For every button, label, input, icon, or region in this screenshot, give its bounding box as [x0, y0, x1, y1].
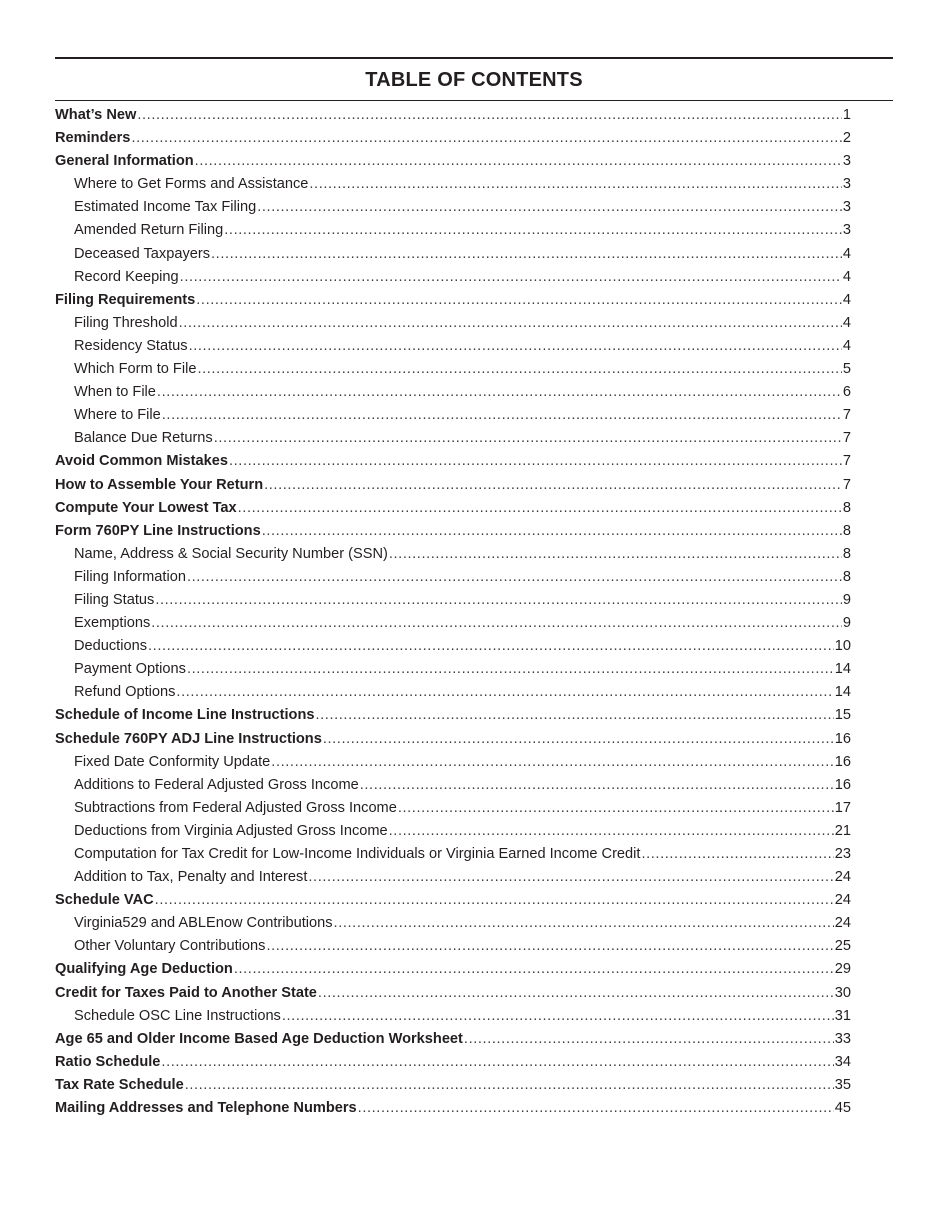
toc-subentry[interactable]	[55, 866, 851, 889]
dot-leader	[151, 612, 842, 635]
toc-subentry[interactable]	[55, 219, 851, 242]
dot-leader	[358, 1097, 834, 1120]
toc-entry-label: Filing Requirements	[55, 291, 196, 308]
dot-leader	[180, 266, 842, 289]
toc-subentry[interactable]	[55, 912, 851, 935]
dot-leader	[195, 150, 842, 173]
toc-entry-label: Estimated Income Tax Filing	[74, 199, 257, 216]
toc-entry-label: Where to Get Forms and Assistance	[74, 176, 309, 193]
toc-entry-label: Filing Information	[74, 568, 186, 585]
toc-entry-page-number: 24	[834, 869, 851, 886]
toc-subentry[interactable]	[55, 243, 851, 266]
toc-entry-label: General Information	[55, 153, 194, 170]
toc-entry-page-number: 4	[842, 268, 851, 285]
dot-leader	[229, 450, 842, 473]
toc-subentry[interactable]	[55, 751, 851, 774]
dot-leader	[187, 566, 842, 589]
toc-entry-label: What’s New	[55, 107, 137, 123]
toc-entry-label: Credit for Taxes Paid to Another State	[55, 984, 317, 1001]
dot-leader	[211, 243, 842, 266]
toc-entry-label: Filing Status	[74, 591, 155, 608]
dot-leader	[187, 658, 834, 681]
toc-entry-label: Qualifying Age Deduction	[55, 961, 233, 978]
toc-entry[interactable]	[55, 728, 851, 751]
toc-entry-label: Mailing Addresses and Telephone Numbers	[55, 1100, 357, 1117]
toc-entry-page-number: 14	[834, 661, 851, 678]
toc-entry-label: Deductions	[74, 638, 148, 655]
dot-leader	[131, 127, 841, 150]
toc-entry[interactable]	[55, 982, 851, 1005]
dot-leader	[271, 751, 833, 774]
toc-entry-label: Which Form to File	[74, 361, 197, 378]
dot-leader	[315, 704, 833, 727]
dot-leader	[308, 866, 833, 889]
toc-entry[interactable]	[55, 1097, 851, 1120]
toc-entry-label: Balance Due Returns	[74, 430, 213, 447]
toc-entry-page-number: 24	[834, 915, 851, 932]
toc-entry-page-number: 4	[842, 291, 851, 308]
toc-subentry[interactable]	[55, 635, 851, 658]
toc-entry[interactable]	[55, 889, 851, 912]
toc-entry-label: Deductions from Virginia Adjusted Gross Income	[74, 822, 388, 839]
toc-entry[interactable]	[55, 1051, 851, 1074]
toc-entry-page-number: 8	[842, 499, 851, 516]
toc-subentry[interactable]	[55, 381, 851, 404]
toc-subentry[interactable]	[55, 843, 851, 866]
toc-entry[interactable]	[55, 497, 851, 520]
toc-entry[interactable]	[55, 520, 851, 543]
dot-leader	[262, 520, 842, 543]
dot-leader	[157, 381, 842, 404]
dot-leader	[641, 843, 833, 866]
dot-leader	[234, 958, 834, 981]
toc-entry[interactable]	[55, 450, 851, 473]
toc-entry-page-number: 16	[834, 753, 851, 770]
dot-leader	[189, 335, 842, 358]
toc-subentry[interactable]	[55, 612, 851, 635]
toc-entry[interactable]	[55, 150, 851, 173]
toc-entry-page-number: 3	[842, 222, 851, 239]
toc-entry-page-number: 8	[842, 545, 851, 562]
toc-entry-label: Exemptions	[74, 615, 151, 632]
toc-subentry[interactable]	[55, 774, 851, 797]
toc-entry-page-number: 6	[842, 384, 851, 401]
dot-leader	[197, 358, 841, 381]
toc-subentry[interactable]	[55, 566, 851, 589]
toc-entry-page-number: 5	[842, 361, 851, 378]
toc-entry[interactable]	[55, 704, 851, 727]
toc-entry-page-number: 3	[842, 176, 851, 193]
dot-leader	[196, 289, 842, 312]
toc-entry-page-number: 25	[834, 938, 851, 955]
toc-entry-label: Addition to Tax, Penalty and Interest	[74, 869, 308, 886]
toc-entry-page-number: 7	[842, 430, 851, 447]
dot-leader	[148, 635, 834, 658]
toc-entry-page-number: 2	[842, 130, 851, 147]
toc-entry-label: Record Keeping	[74, 268, 179, 285]
toc-entry-page-number: 3	[842, 199, 851, 216]
toc-entry-label: Form 760PY Line Instructions	[55, 522, 261, 539]
toc-entry-label: Filing Threshold	[74, 314, 178, 331]
toc-entry-page-number: 31	[834, 1007, 851, 1024]
toc-entry-label: How to Assemble Your Return	[55, 476, 264, 493]
toc-entry-page-number: 23	[834, 846, 851, 862]
toc-entry[interactable]	[55, 289, 851, 312]
toc-entry-label: Additions to Federal Adjusted Gross Income	[74, 776, 359, 793]
toc-entry-page-number: 33	[834, 1030, 851, 1047]
toc-entry-label: Refund Options	[74, 684, 176, 701]
toc-entry-page-number: 4	[842, 337, 851, 354]
toc-entry-label: Ratio Schedule	[55, 1053, 161, 1070]
toc-entry-label: Subtractions from Federal Adjusted Gross Income	[74, 799, 397, 816]
toc-entry-label: Schedule OSC Line Instructions	[74, 1007, 281, 1024]
dot-leader	[214, 427, 842, 450]
toc-entry-label: Other Voluntary Contributions	[74, 938, 266, 955]
toc-entry-label: When to File	[74, 384, 156, 401]
toc-entry-label: Schedule VAC	[55, 892, 154, 909]
dot-leader	[309, 173, 841, 196]
toc-entry-page-number: 17	[834, 799, 851, 816]
toc-entry-label: Amended Return Filing	[74, 222, 224, 239]
dot-leader	[389, 820, 834, 843]
toc-entry-page-number: 3	[842, 153, 851, 170]
dot-leader	[464, 1028, 834, 1051]
toc-entry-label: Computation for Tax Credit for Low-Income Individuals or Virginia Earned Income Credit	[74, 846, 641, 862]
toc-entry-label: Deceased Taxpayers	[74, 245, 211, 262]
dot-leader	[264, 474, 842, 497]
top-rule	[55, 57, 893, 59]
dot-leader	[334, 912, 834, 935]
table-of-contents	[55, 104, 851, 1120]
dot-leader	[398, 797, 834, 820]
toc-entry-page-number: 9	[842, 615, 851, 632]
toc-entry-label: Tax Rate Schedule	[55, 1076, 184, 1093]
toc-subentry[interactable]	[55, 820, 851, 843]
toc-entry-page-number: 7	[842, 453, 851, 470]
toc-entry-label: Avoid Common Mistakes	[55, 453, 228, 470]
toc-entry-page-number: 7	[842, 407, 851, 424]
toc-subentry[interactable]	[55, 797, 851, 820]
toc-entry-label: Where to File	[74, 407, 161, 424]
toc-entry-label: Schedule 760PY ADJ Line Instructions	[55, 730, 322, 747]
dot-leader	[360, 774, 834, 797]
toc-entry-page-number: 4	[842, 314, 851, 331]
dot-leader	[318, 982, 834, 1005]
toc-subentry[interactable]	[55, 1005, 851, 1028]
toc-entry-label: Payment Options	[74, 661, 186, 678]
toc-entry-page-number: 16	[834, 776, 851, 793]
dot-leader	[155, 589, 842, 612]
dot-leader	[161, 1051, 833, 1074]
toc-entry-label: Residency Status	[74, 337, 188, 354]
toc-subentry[interactable]	[55, 404, 851, 427]
dot-leader	[155, 889, 834, 912]
toc-subentry[interactable]	[55, 681, 851, 704]
toc-entry-label: Name, Address & Social Security Number (SSN)	[74, 545, 388, 562]
toc-entry-page-number: 7	[842, 476, 851, 493]
dot-leader	[179, 312, 842, 335]
dot-leader	[137, 104, 842, 127]
dot-leader	[323, 728, 834, 751]
toc-entry-page-number: 8	[842, 522, 851, 539]
dot-leader	[282, 1005, 834, 1028]
toc-entry[interactable]	[55, 958, 851, 981]
toc-subentry[interactable]	[55, 589, 851, 612]
toc-subentry[interactable]	[55, 543, 851, 566]
toc-entry[interactable]	[55, 1074, 851, 1097]
toc-entry-page-number: 21	[834, 822, 851, 839]
toc-entry-label: Schedule of Income Line Instructions	[55, 707, 315, 724]
page-title: TABLE OF CONTENTS	[365, 69, 583, 91]
toc-entry-page-number: 30	[834, 984, 851, 1001]
toc-subentry[interactable]	[55, 335, 851, 358]
dot-leader	[162, 404, 842, 427]
toc-subentry[interactable]	[55, 358, 851, 381]
toc-entry[interactable]	[55, 1028, 851, 1051]
toc-entry-page-number: 8	[842, 568, 851, 585]
toc-subentry[interactable]	[55, 266, 851, 289]
toc-entry-page-number: 1	[842, 107, 851, 123]
toc-entry-page-number: 10	[834, 638, 851, 655]
dot-leader	[389, 543, 842, 566]
title-underline	[55, 100, 893, 101]
toc-entry-label: Virginia529 and ABLEnow Contributions	[74, 915, 333, 932]
toc-entry-label: Compute Your Lowest Tax	[55, 499, 237, 516]
toc-entry-page-number: 35	[834, 1076, 851, 1093]
dot-leader	[266, 935, 833, 958]
toc-subentry[interactable]	[55, 196, 851, 219]
dot-leader	[185, 1074, 834, 1097]
toc-subentry[interactable]	[55, 312, 851, 335]
toc-entry-page-number: 14	[834, 684, 851, 701]
toc-entry-page-number: 34	[834, 1053, 851, 1070]
toc-entry-page-number: 9	[842, 591, 851, 608]
dot-leader	[257, 196, 842, 219]
toc-entry-page-number: 45	[834, 1100, 851, 1117]
toc-entry-label: Age 65 and Older Income Based Age Deduction Worksheet	[55, 1030, 463, 1047]
toc-entry-page-number: 29	[834, 961, 851, 978]
toc-entry-page-number: 4	[842, 245, 851, 262]
toc-entry[interactable]	[55, 474, 851, 497]
toc-entry[interactable]	[55, 104, 851, 127]
toc-entry-page-number: 16	[834, 730, 851, 747]
dot-leader	[176, 681, 833, 704]
toc-entry-page-number: 24	[834, 892, 851, 909]
dot-leader	[224, 219, 842, 242]
toc-subentry[interactable]	[55, 935, 851, 958]
dot-leader	[238, 497, 842, 520]
toc-entry-page-number: 15	[834, 707, 851, 724]
toc-subentry[interactable]	[55, 427, 851, 450]
toc-subentry[interactable]	[55, 658, 851, 681]
toc-entry-label: Fixed Date Conformity Update	[74, 753, 271, 770]
toc-entry-label: Reminders	[55, 130, 131, 147]
toc-subentry[interactable]	[55, 173, 851, 196]
toc-entry[interactable]	[55, 127, 851, 150]
